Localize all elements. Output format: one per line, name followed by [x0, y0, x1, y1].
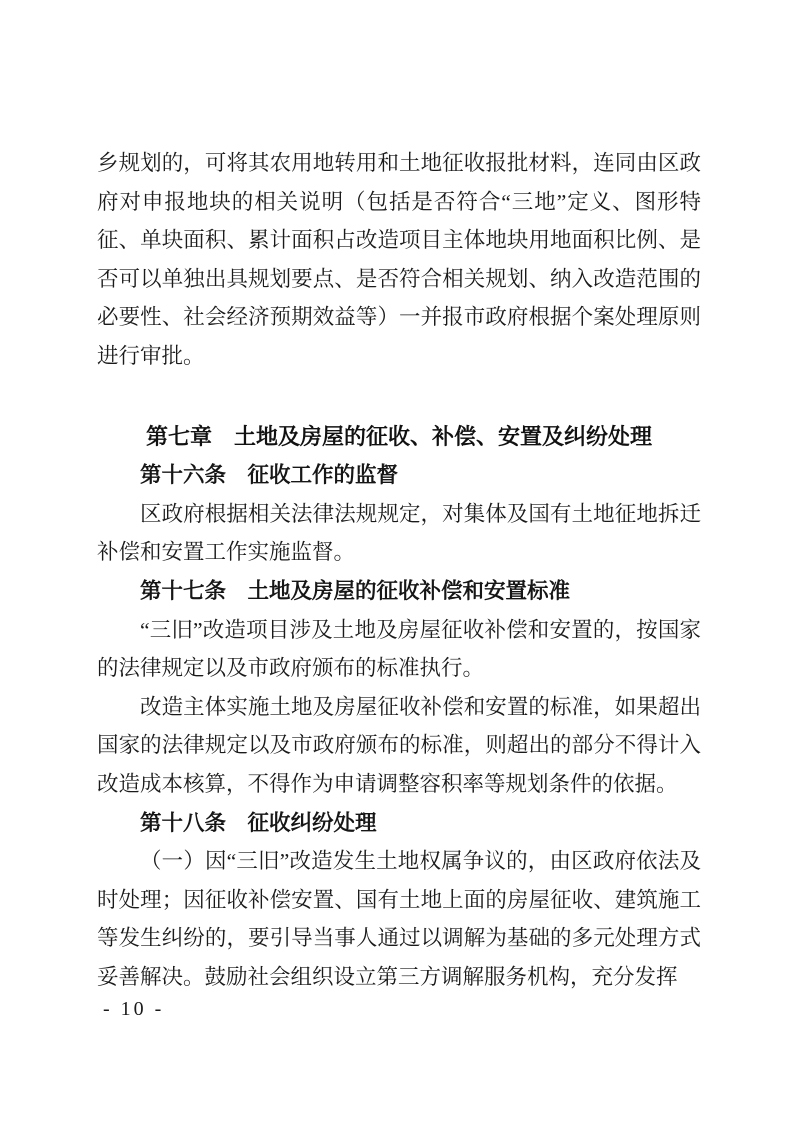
article-17-paragraph-2: 改造主体实施土地及房屋征收补偿和安置的标准，如果超出国家的法律规定以及市政府颁布的标准，则超出的部分不得计入改造成本核算，不得作为申请调整容积率等规划条件的依据。	[97, 694, 701, 796]
article-17-heading: 第十七条 土地及房屋的征收补偿和安置标准	[140, 578, 571, 603]
article-18-heading: 第十八条 征收纠纷处理	[140, 810, 377, 835]
page-number: - 10 -	[103, 998, 165, 1020]
article-16-paragraph: 区政府根据相关法律法规规定，对集体及国有土地征地拆迁补偿和安置工作实施监督。	[97, 501, 701, 565]
article-16-heading: 第十六条 征收工作的监督	[140, 463, 399, 488]
article-18-paragraph: （一）因“三旧”改造发生土地权属争议的，由区政府依法及时处理；因征收补偿安置、国有土地上面的房屋征收、建筑施工等发生纠纷的，要引导当事人通过以调解为基础的多元处理方式妥善解决。鼓励社会组织设立第三方调解服务机构，充分发挥	[97, 849, 701, 989]
article-17-paragraph-1: “三旧”改造项目涉及土地及房屋征收补偿和安置的，按国家的法律规定以及市政府颁布的标准执行。	[97, 617, 701, 681]
document-content	[97, 144, 701, 996]
chapter-heading: 第七章 土地及房屋的征收、补偿、安置及纠纷处理	[145, 423, 652, 449]
paragraph-continuation: 乡规划的，可将其农用地转用和土地征收报批材料，连同由区政府对申报地块的相关说明（包括是否符合“三地”定义、图形特征、单块面积、累计面积占改造项目主体地块用地面积比例、是否可以单独出具规划要点、是否符合相关规划、纳入改造范围的必要性、社会经济预期效益等）一并报市政府根据个案处理原则进行审批。	[97, 151, 701, 368]
